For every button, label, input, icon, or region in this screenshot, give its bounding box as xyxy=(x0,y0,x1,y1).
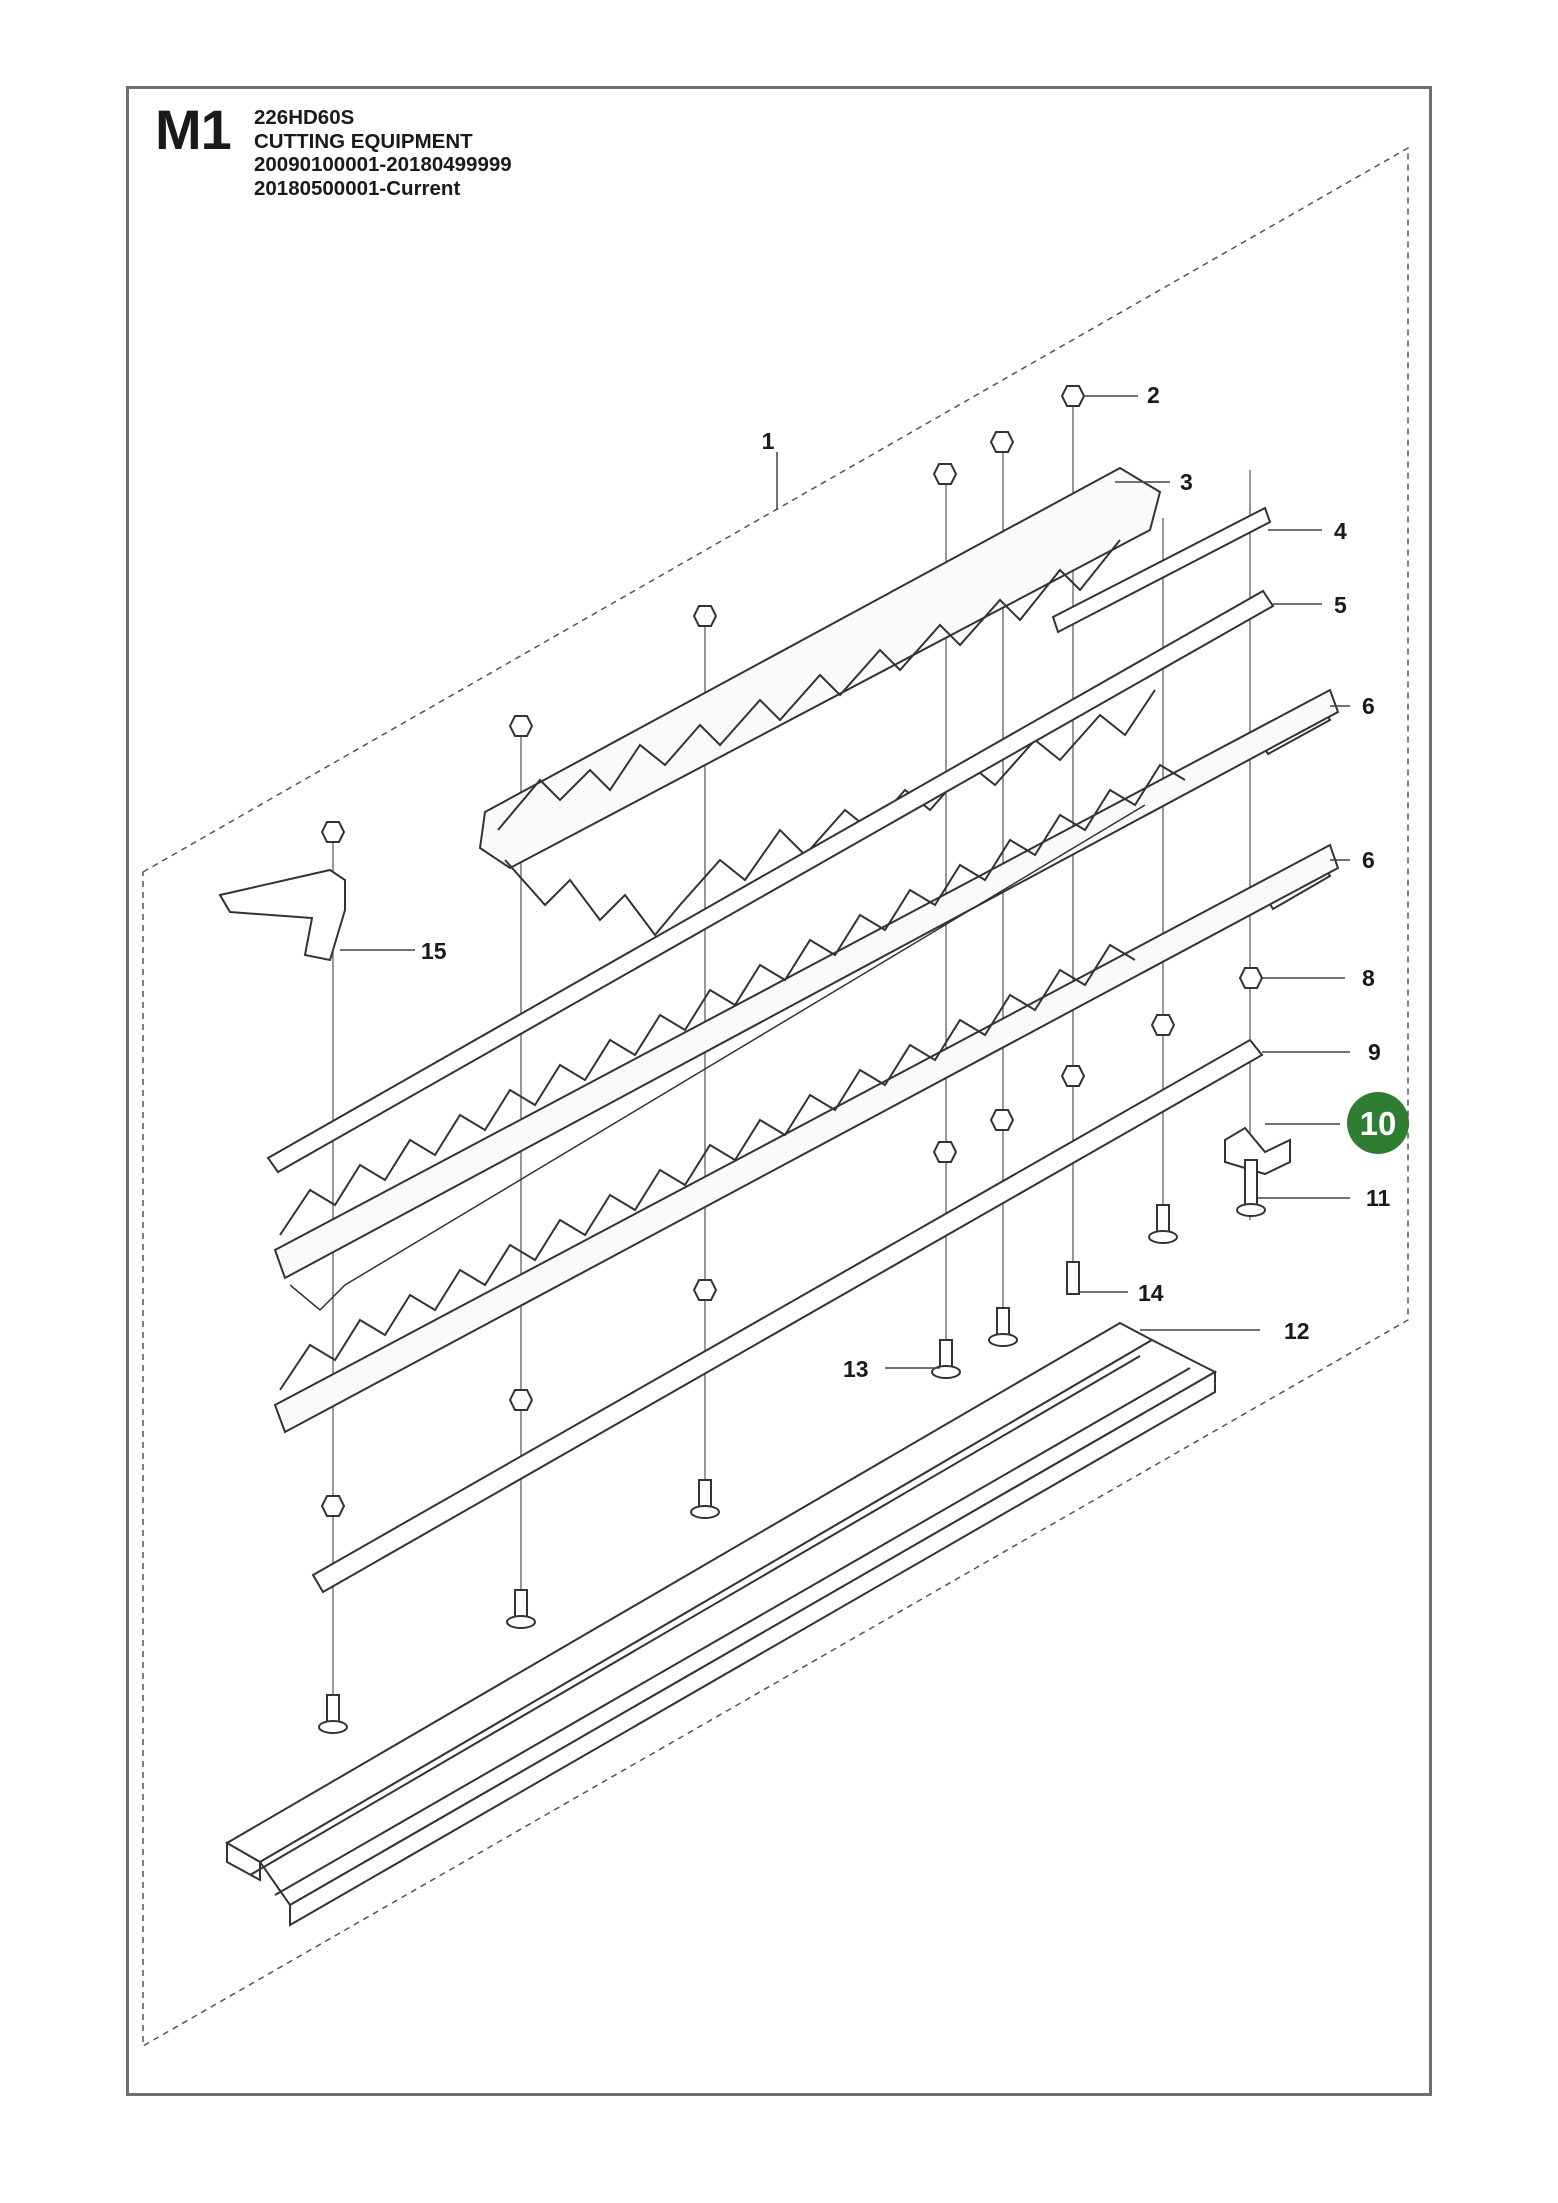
callout-3: 3 xyxy=(1180,469,1193,495)
callout-11: 11 xyxy=(1366,1185,1391,1211)
callout-14: 14 xyxy=(1138,1280,1164,1306)
guide-rail-12 xyxy=(227,1323,1215,1925)
callout-13: 13 xyxy=(843,1356,869,1382)
lower-blade-1 xyxy=(275,690,1338,1310)
upper-blade xyxy=(480,468,1160,935)
callout-2: 2 xyxy=(1147,382,1160,408)
section-code: M1 xyxy=(155,98,231,161)
callout-10-highlight xyxy=(1347,1092,1409,1154)
model-name: 226HD60S xyxy=(254,106,355,129)
callout-9: 9 xyxy=(1368,1039,1381,1065)
tpiece-15 xyxy=(220,870,345,960)
callout-6a: 6 xyxy=(1362,693,1375,719)
serial-range-1: 20090100001-20180499999 xyxy=(254,153,512,176)
callout-1: 1 xyxy=(761,428,775,454)
callout-15: 15 xyxy=(421,938,447,964)
callout-4: 4 xyxy=(1334,518,1347,544)
callout-10: 10 xyxy=(1359,1105,1397,1142)
callout-6b: 6 xyxy=(1362,847,1375,873)
screws xyxy=(319,1160,1265,1733)
diagram-title: CUTTING EQUIPMENT xyxy=(254,129,473,153)
callout-5: 5 xyxy=(1334,592,1347,618)
lower-blade-2 xyxy=(275,845,1338,1432)
serial-range-2: 20180500001-Current xyxy=(254,176,461,200)
callout-12: 12 xyxy=(1284,1318,1310,1344)
callout-8: 8 xyxy=(1362,965,1375,991)
